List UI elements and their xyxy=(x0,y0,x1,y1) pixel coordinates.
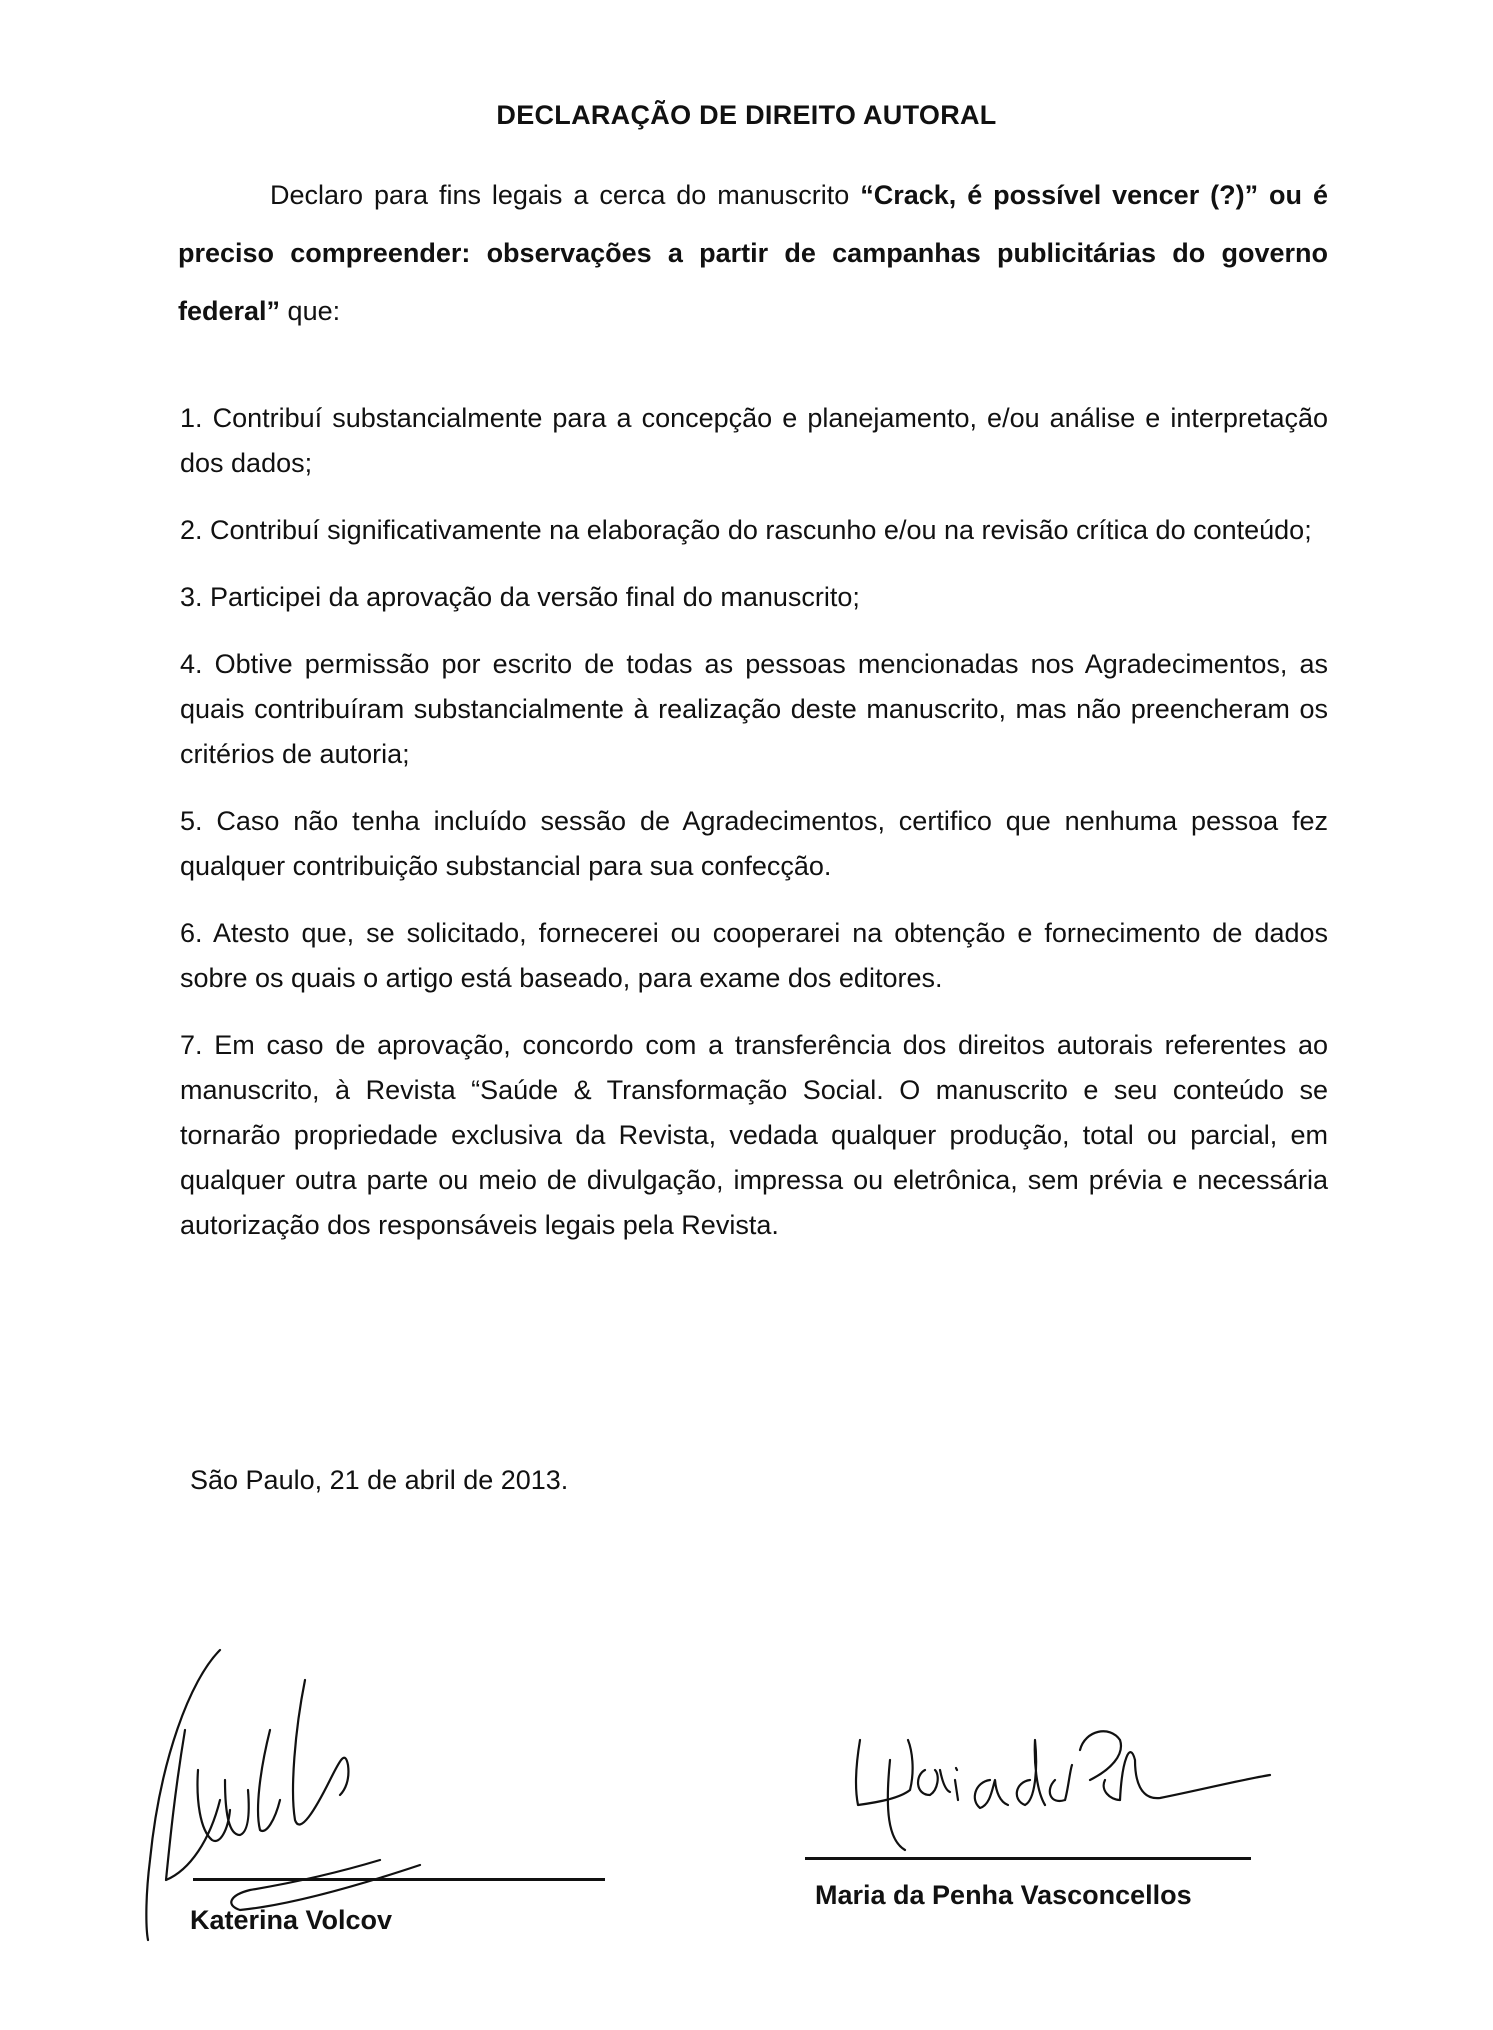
declaration-item: 2. Contribuí significativamente na elaboração do rascunho e/ou na revisão crítica do conteúdo; xyxy=(180,515,1312,545)
signature-line-left xyxy=(193,1878,605,1881)
signature-line-right xyxy=(805,1857,1251,1860)
declaration-item: 3. Participei da aprovação da versão final do manuscrito; xyxy=(180,582,860,612)
handwritten-signature-right xyxy=(830,1720,1290,1870)
declaration-item: 4. Obtive permissão por escrito de todas as pessoas mencionadas nos Agradecimentos, as quais contribuíram substancialmente à realização deste manuscrito, mas não preencheram os critérios de autoria; xyxy=(180,649,1328,769)
manuscript-title: “Crack, é possível vencer (?)” ou é preciso compreender: observações a partir de campanhas publicitárias do governo federal” xyxy=(178,180,1328,326)
intro-paragraph xyxy=(178,166,1328,340)
declaration-items xyxy=(180,396,1328,1270)
date-line: São Paulo, 21 de abril de 2013. xyxy=(190,1465,569,1495)
signer-name-left: Katerina Volcov xyxy=(190,1905,393,1935)
intro-prefix: Declaro para fins legais a cerca do manuscrito xyxy=(270,180,861,210)
handwritten-signature-left xyxy=(130,1640,630,1940)
declaration-item: 5. Caso não tenha incluído sessão de Agradecimentos, certifico que nenhuma pessoa fez qualquer contribuição substancial para sua confecção. xyxy=(180,806,1328,881)
signer-name-right: Maria da Penha Vasconcellos xyxy=(815,1880,1192,1910)
declaration-item: 7. Em caso de aprovação, concordo com a transferência dos direitos autorais referentes ao manuscrito, à Revista “Saúde & Transformação Social. O manuscrito e seu conteúdo se tornarão propriedade exclusiva da Revista, vedada qualquer produção, total ou parcial, em qualquer outra parte ou meio de divulgação, impressa ou eletrônica, sem prévia e necessária autorização dos responsáveis legais pela Revista. xyxy=(180,1030,1328,1240)
declaration-item: 6. Atesto que, se solicitado, fornecerei ou cooperarei na obtenção e fornecimento de dados sobre os quais o artigo está baseado, para exame dos editores. xyxy=(180,918,1328,993)
declaration-item: 1. Contribuí substancialmente para a concepção e planejamento, e/ou análise e interpretação dos dados; xyxy=(180,403,1328,478)
intro-suffix: que: xyxy=(280,296,341,326)
document-title: DECLARAÇÃO DE DIREITO AUTORAL xyxy=(496,100,997,130)
